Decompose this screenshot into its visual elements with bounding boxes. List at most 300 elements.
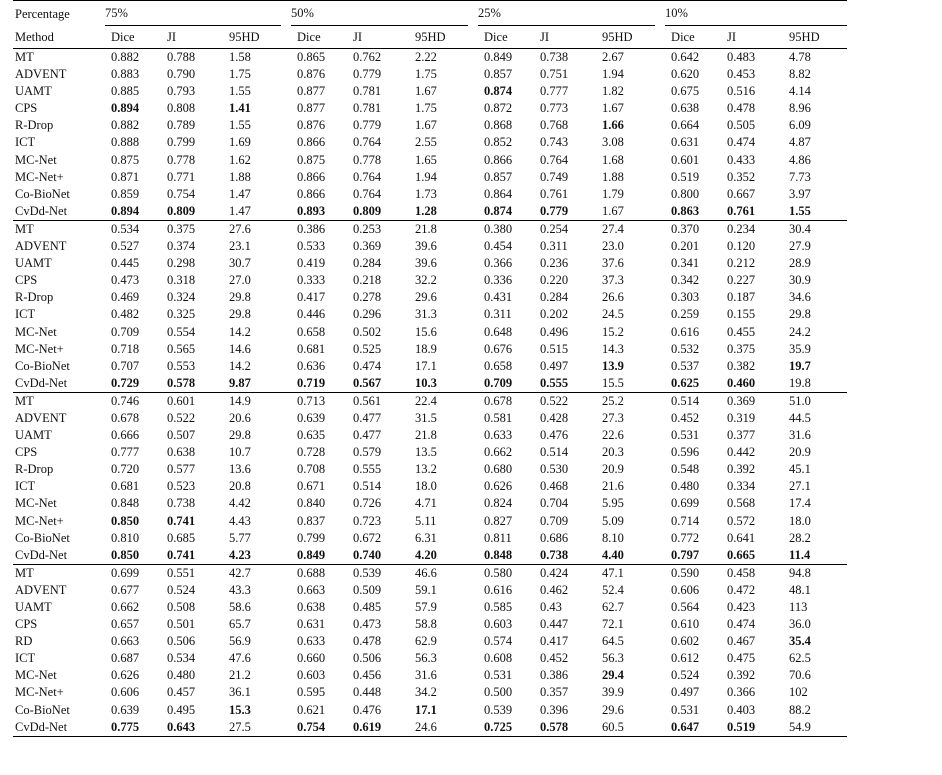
value-cell: 0.155 bbox=[727, 307, 756, 322]
value-cell: 0.775 bbox=[103, 719, 165, 737]
value-cell: 0.709 bbox=[111, 324, 140, 339]
table-row bbox=[13, 513, 847, 530]
value-cell: 0.522 bbox=[538, 392, 600, 410]
percentage-header-text: 50% bbox=[291, 1, 468, 26]
method-name: CvDd-Net bbox=[15, 375, 68, 390]
value-cell: 0.699 bbox=[103, 564, 165, 582]
value-cell: 44.5 bbox=[789, 410, 811, 425]
value-cell: 0.877 bbox=[297, 101, 326, 116]
value-cell: 11.4 bbox=[789, 547, 811, 562]
value-cell: 23.1 bbox=[229, 239, 251, 254]
value-cell: 0.688 bbox=[289, 564, 351, 582]
value-cell: 29.4 bbox=[602, 668, 624, 683]
table-row bbox=[13, 530, 847, 547]
value-cell: 4.40 bbox=[602, 547, 624, 562]
value-cell: 31.3 bbox=[415, 307, 437, 322]
value-cell: 29.8 bbox=[789, 307, 811, 322]
table-row bbox=[13, 100, 847, 117]
value-cell: 0.505 bbox=[727, 118, 756, 133]
value-cell: 0.386 bbox=[289, 220, 351, 238]
value-cell: 0.824 bbox=[484, 496, 513, 511]
value-cell: 0.740 bbox=[353, 547, 382, 562]
value-cell: 0.370 bbox=[663, 220, 725, 238]
value-cell: 0.452 bbox=[671, 410, 700, 425]
value-cell: 56.3 bbox=[602, 651, 624, 666]
value-cell: 0.882 bbox=[111, 118, 140, 133]
value-cell: 62.5 bbox=[789, 651, 811, 666]
value-cell: 4.87 bbox=[789, 135, 811, 150]
value-cell: 0.764 bbox=[353, 169, 382, 184]
value-cell: 0.565 bbox=[167, 341, 196, 356]
value-cell: 0.369 bbox=[353, 239, 382, 254]
value-cell: 1.65 bbox=[415, 152, 437, 167]
value-cell: 0.234 bbox=[725, 220, 787, 238]
value-cell: 0.857 bbox=[484, 67, 513, 82]
method-name: MT bbox=[13, 564, 103, 582]
value-cell: 0.728 bbox=[297, 445, 326, 460]
value-cell: 0.639 bbox=[297, 410, 326, 425]
value-cell: 0.298 bbox=[167, 256, 196, 271]
method-name: Co-BioNet bbox=[15, 530, 70, 545]
value-cell: 0.857 bbox=[484, 169, 513, 184]
value-cell: 0.709 bbox=[540, 513, 569, 528]
value-cell: 0.866 bbox=[297, 135, 326, 150]
value-cell: 0.553 bbox=[167, 358, 196, 373]
value-cell: 0.864 bbox=[484, 186, 513, 201]
value-cell: 0.677 bbox=[111, 582, 140, 597]
method-name: MC-Net bbox=[15, 496, 57, 511]
value-cell: 18.9 bbox=[415, 341, 437, 356]
value-cell: 0.537 bbox=[671, 358, 700, 373]
value-cell: 0.43 bbox=[540, 600, 562, 614]
method-name: Co-BioNet bbox=[15, 358, 70, 373]
value-cell: 0.578 bbox=[167, 375, 196, 390]
percentage-header bbox=[289, 1, 476, 27]
value-cell: 0.708 bbox=[297, 462, 326, 477]
value-cell: 0.551 bbox=[165, 564, 227, 582]
value-cell: 20.9 bbox=[602, 462, 624, 477]
header-row-percentage bbox=[13, 1, 847, 27]
value-cell: 0.685 bbox=[167, 530, 196, 545]
value-cell: 0.781 bbox=[353, 101, 382, 116]
value-cell: 0.218 bbox=[353, 273, 382, 288]
metric-header: 95HD bbox=[227, 26, 289, 49]
value-cell: 0.539 bbox=[484, 702, 513, 717]
value-cell: 0.797 bbox=[671, 547, 700, 562]
value-cell: 0.885 bbox=[111, 84, 140, 99]
value-cell: 0.871 bbox=[111, 169, 140, 184]
value-cell: 1.62 bbox=[229, 152, 251, 167]
value-cell: 0.663 bbox=[297, 582, 326, 597]
value-cell: 0.657 bbox=[111, 617, 140, 632]
value-cell: 0.369 bbox=[725, 392, 787, 410]
value-cell: 0.638 bbox=[167, 445, 196, 460]
value-cell: 21.8 bbox=[415, 428, 437, 443]
value-cell: 29.8 bbox=[229, 307, 251, 322]
value-cell: 0.495 bbox=[167, 702, 196, 717]
method-name: MC-Net+ bbox=[15, 341, 64, 356]
value-cell: 2.22 bbox=[415, 50, 437, 64]
value-cell: 0.325 bbox=[167, 307, 196, 322]
value-cell: 1.94 bbox=[602, 67, 624, 82]
value-cell: 0.469 bbox=[111, 290, 140, 305]
value-cell: 4.86 bbox=[789, 152, 811, 167]
value-cell: 0.259 bbox=[671, 307, 700, 322]
table-row bbox=[13, 375, 847, 393]
value-cell: 0.507 bbox=[167, 428, 196, 443]
value-cell: 0.392 bbox=[727, 668, 756, 683]
value-cell: 0.336 bbox=[484, 273, 513, 288]
table-row bbox=[13, 66, 847, 83]
value-cell: 0.284 bbox=[540, 290, 569, 305]
value-cell: 0.743 bbox=[540, 135, 569, 150]
value-cell: 0.603 bbox=[484, 617, 513, 632]
value-cell: 0.417 bbox=[297, 290, 326, 305]
value-cell: 102 bbox=[789, 685, 808, 700]
method-name: MC-Net+ bbox=[15, 685, 64, 700]
value-cell: 0.665 bbox=[727, 547, 756, 562]
value-cell: 0.374 bbox=[167, 239, 196, 254]
value-cell: 94.8 bbox=[787, 564, 847, 582]
table-row bbox=[13, 478, 847, 495]
value-cell: 0.254 bbox=[538, 220, 600, 238]
value-cell: 19.7 bbox=[789, 358, 811, 373]
value-cell: 0.726 bbox=[353, 496, 382, 511]
value-cell: 48.1 bbox=[789, 582, 811, 597]
value-cell: 1.75 bbox=[229, 67, 251, 82]
table-row bbox=[13, 582, 847, 599]
value-cell: 31.5 bbox=[415, 410, 437, 425]
value-cell: 21.2 bbox=[229, 668, 251, 683]
table-row bbox=[13, 152, 847, 169]
value-cell: 6.09 bbox=[789, 118, 811, 133]
method-name: ADVENT bbox=[15, 67, 67, 82]
value-cell: 0.863 bbox=[671, 203, 700, 218]
value-cell: 0.452 bbox=[540, 651, 569, 666]
table-row bbox=[13, 272, 847, 289]
value-cell: 0.865 bbox=[297, 50, 326, 64]
table-row bbox=[13, 169, 847, 186]
value-cell: 0.532 bbox=[671, 341, 700, 356]
value-cell: 39.6 bbox=[415, 256, 437, 271]
table-row bbox=[13, 410, 847, 427]
value-cell: 0.220 bbox=[540, 273, 569, 288]
value-cell: 0.502 bbox=[353, 324, 382, 339]
value-cell: 0.561 bbox=[351, 392, 413, 410]
value-cell: 0.754 bbox=[167, 186, 196, 201]
metric-header: JI bbox=[538, 26, 600, 49]
value-cell: 0.662 bbox=[484, 445, 513, 460]
value-cell: 60.5 bbox=[600, 719, 663, 737]
value-cell: 0.523 bbox=[167, 479, 196, 494]
value-cell: 1.67 bbox=[602, 203, 624, 218]
value-cell: 0.799 bbox=[167, 135, 196, 150]
value-cell: 0.882 bbox=[111, 50, 140, 64]
value-cell: 25.2 bbox=[600, 392, 663, 410]
value-cell: 62.7 bbox=[602, 600, 624, 614]
value-cell: 0.567 bbox=[353, 375, 382, 390]
table-row bbox=[13, 427, 847, 444]
value-cell: 0.480 bbox=[671, 479, 700, 494]
value-cell: 0.788 bbox=[167, 50, 196, 64]
value-cell: 13.2 bbox=[415, 462, 437, 477]
value-cell: 0.525 bbox=[353, 341, 382, 356]
value-cell: 20.6 bbox=[229, 410, 251, 425]
value-cell: 0.837 bbox=[297, 513, 326, 528]
value-cell: 0.417 bbox=[540, 634, 569, 649]
value-cell: 0.678 bbox=[111, 410, 140, 425]
value-cell: 0.392 bbox=[727, 462, 756, 477]
value-cell: 47.6 bbox=[229, 651, 251, 666]
value-cell: 0.641 bbox=[727, 530, 756, 545]
value-cell: 0.749 bbox=[540, 169, 569, 184]
value-cell: 5.11 bbox=[415, 513, 437, 528]
value-cell: 1.55 bbox=[229, 118, 251, 133]
value-cell: 0.483 bbox=[727, 50, 756, 64]
value-cell: 0.729 bbox=[111, 375, 140, 390]
value-cell: 0.366 bbox=[484, 256, 513, 271]
value-cell: 0.457 bbox=[167, 685, 196, 700]
table-row bbox=[13, 49, 847, 67]
value-cell: 19.8 bbox=[789, 375, 811, 390]
value-cell: 17.1 bbox=[415, 702, 437, 717]
value-cell: 0.764 bbox=[353, 186, 382, 201]
value-cell: 0.764 bbox=[540, 152, 569, 167]
value-cell: 0.578 bbox=[538, 719, 600, 737]
table-row bbox=[13, 599, 847, 616]
value-cell: 0.642 bbox=[671, 50, 700, 64]
value-cell: 24.6 bbox=[413, 719, 476, 737]
value-cell: 15.5 bbox=[602, 375, 624, 390]
method-name: MC-Net bbox=[15, 668, 57, 683]
method-name: MC-Net+ bbox=[15, 513, 64, 528]
value-cell: 0.876 bbox=[297, 67, 326, 82]
value-cell: 1.94 bbox=[415, 169, 437, 184]
value-cell: 0.468 bbox=[540, 479, 569, 494]
value-cell: 0.366 bbox=[727, 685, 756, 700]
method-name: ICT bbox=[15, 651, 36, 666]
value-cell: 0.638 bbox=[297, 600, 326, 614]
value-cell: 0.519 bbox=[725, 719, 787, 737]
value-cell: 0.664 bbox=[671, 118, 700, 133]
value-cell: 28.9 bbox=[789, 256, 811, 271]
value-cell: 0.852 bbox=[484, 135, 513, 150]
value-cell: 0.446 bbox=[297, 307, 326, 322]
percentage-header bbox=[476, 1, 663, 27]
value-cell: 1.69 bbox=[229, 135, 251, 150]
value-cell: 1.82 bbox=[602, 84, 624, 99]
value-cell: 0.476 bbox=[540, 428, 569, 443]
table-row bbox=[13, 255, 847, 272]
value-cell: 27.4 bbox=[600, 220, 663, 238]
value-cell: 0.236 bbox=[540, 256, 569, 271]
value-cell: 0.303 bbox=[671, 290, 700, 305]
percentage-header-text: 75% bbox=[105, 1, 281, 26]
value-cell: 0.638 bbox=[671, 101, 700, 116]
value-cell: 20.9 bbox=[789, 445, 811, 460]
value-cell: 0.375 bbox=[727, 341, 756, 356]
value-cell: 0.311 bbox=[540, 239, 568, 254]
value-cell: 0.403 bbox=[727, 702, 756, 717]
value-cell: 0.448 bbox=[353, 685, 382, 700]
value-cell: 0.472 bbox=[727, 582, 756, 597]
value-cell: 0.585 bbox=[484, 600, 513, 614]
value-cell: 4.78 bbox=[789, 50, 811, 64]
value-cell: 15.2 bbox=[602, 324, 624, 339]
value-cell: 26.6 bbox=[602, 290, 624, 305]
value-cell: 20.3 bbox=[602, 445, 624, 460]
value-cell: 0.877 bbox=[297, 84, 326, 99]
value-cell: 1.58 bbox=[229, 50, 251, 64]
value-cell: 0.621 bbox=[297, 702, 326, 717]
value-cell: 0.595 bbox=[297, 685, 326, 700]
value-cell: 72.1 bbox=[602, 617, 624, 632]
value-cell: 22.4 bbox=[413, 392, 476, 410]
method-label: Method bbox=[13, 26, 103, 49]
value-cell: 0.631 bbox=[671, 135, 700, 150]
value-cell: 17.4 bbox=[789, 496, 811, 511]
value-cell: 0.608 bbox=[484, 651, 513, 666]
value-cell: 0.555 bbox=[353, 462, 382, 477]
value-cell: 0.455 bbox=[727, 324, 756, 339]
method-name: CPS bbox=[15, 273, 38, 288]
value-cell: 0.506 bbox=[167, 634, 196, 649]
value-cell: 0.515 bbox=[540, 341, 569, 356]
table-row bbox=[13, 444, 847, 461]
value-cell: 0.581 bbox=[484, 410, 513, 425]
value-cell: 39.9 bbox=[602, 685, 624, 700]
table-row bbox=[13, 461, 847, 478]
value-cell: 3.97 bbox=[789, 186, 811, 201]
value-cell: 0.610 bbox=[671, 617, 700, 632]
value-cell: 0.533 bbox=[297, 239, 326, 254]
results-table-body bbox=[13, 1, 847, 737]
value-cell: 35.9 bbox=[789, 341, 811, 356]
value-cell: 34.2 bbox=[415, 685, 437, 700]
value-cell: 35.4 bbox=[789, 634, 811, 649]
value-cell: 0.568 bbox=[727, 496, 756, 511]
value-cell: 0.485 bbox=[353, 600, 382, 614]
value-cell: 0.431 bbox=[484, 290, 513, 305]
value-cell: 1.66 bbox=[602, 118, 624, 133]
value-cell: 6.31 bbox=[415, 530, 437, 545]
value-cell: 0.462 bbox=[540, 582, 569, 597]
method-name: ADVENT bbox=[15, 239, 67, 254]
value-cell: 0.713 bbox=[289, 392, 351, 410]
value-cell: 1.79 bbox=[602, 186, 624, 201]
value-cell: 27.9 bbox=[789, 239, 811, 254]
metric-header: 95HD bbox=[413, 26, 476, 49]
table-row bbox=[13, 83, 847, 100]
value-cell: 1.75 bbox=[415, 67, 437, 82]
value-cell: 0.859 bbox=[111, 186, 140, 201]
results-table bbox=[13, 0, 847, 737]
value-cell: 1.73 bbox=[415, 186, 437, 201]
value-cell: 0.554 bbox=[167, 324, 196, 339]
value-cell: 0.202 bbox=[540, 307, 569, 322]
value-cell: 47.1 bbox=[600, 564, 663, 582]
value-cell: 58.8 bbox=[415, 617, 437, 632]
value-cell: 27.1 bbox=[789, 479, 811, 494]
value-cell: 34.6 bbox=[789, 290, 811, 305]
value-cell: 0.548 bbox=[671, 462, 700, 477]
value-cell: 0.341 bbox=[671, 256, 700, 271]
value-cell: 0.318 bbox=[167, 273, 196, 288]
value-cell: 0.334 bbox=[727, 479, 756, 494]
value-cell: 0.377 bbox=[727, 428, 756, 443]
value-cell: 3.08 bbox=[602, 135, 624, 150]
method-name: MT bbox=[13, 392, 103, 410]
value-cell: 0.419 bbox=[297, 256, 326, 271]
value-cell: 21.8 bbox=[413, 220, 476, 238]
value-cell: 0.375 bbox=[165, 220, 227, 238]
value-cell: 45.1 bbox=[789, 462, 811, 477]
value-cell: 0.778 bbox=[167, 152, 196, 167]
value-cell: 4.14 bbox=[789, 84, 811, 99]
value-cell: 0.777 bbox=[540, 84, 569, 99]
value-cell: 43.3 bbox=[229, 582, 251, 597]
value-cell: 29.8 bbox=[229, 428, 251, 443]
value-cell: 70.6 bbox=[789, 668, 811, 683]
value-cell: 0.477 bbox=[353, 410, 382, 425]
value-cell: 0.850 bbox=[111, 547, 140, 562]
value-cell: 0.633 bbox=[484, 428, 513, 443]
value-cell: 1.75 bbox=[415, 101, 437, 116]
value-cell: 23.0 bbox=[602, 239, 624, 254]
value-cell: 0.671 bbox=[297, 479, 326, 494]
value-cell: 57.9 bbox=[415, 600, 437, 614]
value-cell: 0.524 bbox=[167, 582, 196, 597]
method-name: R-Drop bbox=[15, 118, 54, 133]
value-cell: 0.519 bbox=[671, 169, 700, 184]
value-cell: 0.296 bbox=[353, 307, 382, 322]
value-cell: 5.95 bbox=[602, 496, 624, 511]
value-cell: 0.601 bbox=[165, 392, 227, 410]
value-cell: 31.6 bbox=[789, 428, 811, 443]
value-cell: 32.2 bbox=[415, 273, 437, 288]
value-cell: 36.1 bbox=[229, 685, 251, 700]
value-cell: 59.1 bbox=[415, 582, 437, 597]
value-cell: 4.20 bbox=[415, 547, 437, 562]
value-cell: 0.849 bbox=[484, 50, 513, 64]
value-cell: 0.342 bbox=[671, 273, 700, 288]
value-cell: 0.428 bbox=[540, 410, 569, 425]
value-cell: 64.5 bbox=[602, 634, 624, 649]
value-cell: 0.772 bbox=[671, 530, 700, 545]
value-cell: 0.506 bbox=[353, 651, 382, 666]
value-cell: 27.3 bbox=[602, 410, 624, 425]
method-name: Co-BioNet bbox=[15, 186, 70, 201]
value-cell: 0.681 bbox=[297, 341, 326, 356]
table-row bbox=[13, 117, 847, 134]
value-cell: 0.227 bbox=[727, 273, 756, 288]
value-cell: 0.424 bbox=[538, 564, 600, 582]
value-cell: 0.534 bbox=[167, 651, 196, 666]
value-cell: 17.1 bbox=[415, 358, 437, 373]
method-name: ICT bbox=[15, 135, 36, 150]
value-cell: 0.720 bbox=[111, 462, 140, 477]
value-cell: 0.778 bbox=[353, 152, 382, 167]
value-cell: 0.475 bbox=[727, 651, 756, 666]
table-row bbox=[13, 392, 847, 410]
value-cell: 0.497 bbox=[540, 358, 569, 373]
value-cell: 18.0 bbox=[415, 479, 437, 494]
table-row bbox=[13, 220, 847, 238]
method-name: UAMT bbox=[15, 600, 52, 614]
value-cell: 0.738 bbox=[167, 496, 196, 511]
method-name: ICT bbox=[15, 479, 36, 494]
value-cell: 0.762 bbox=[353, 50, 382, 64]
